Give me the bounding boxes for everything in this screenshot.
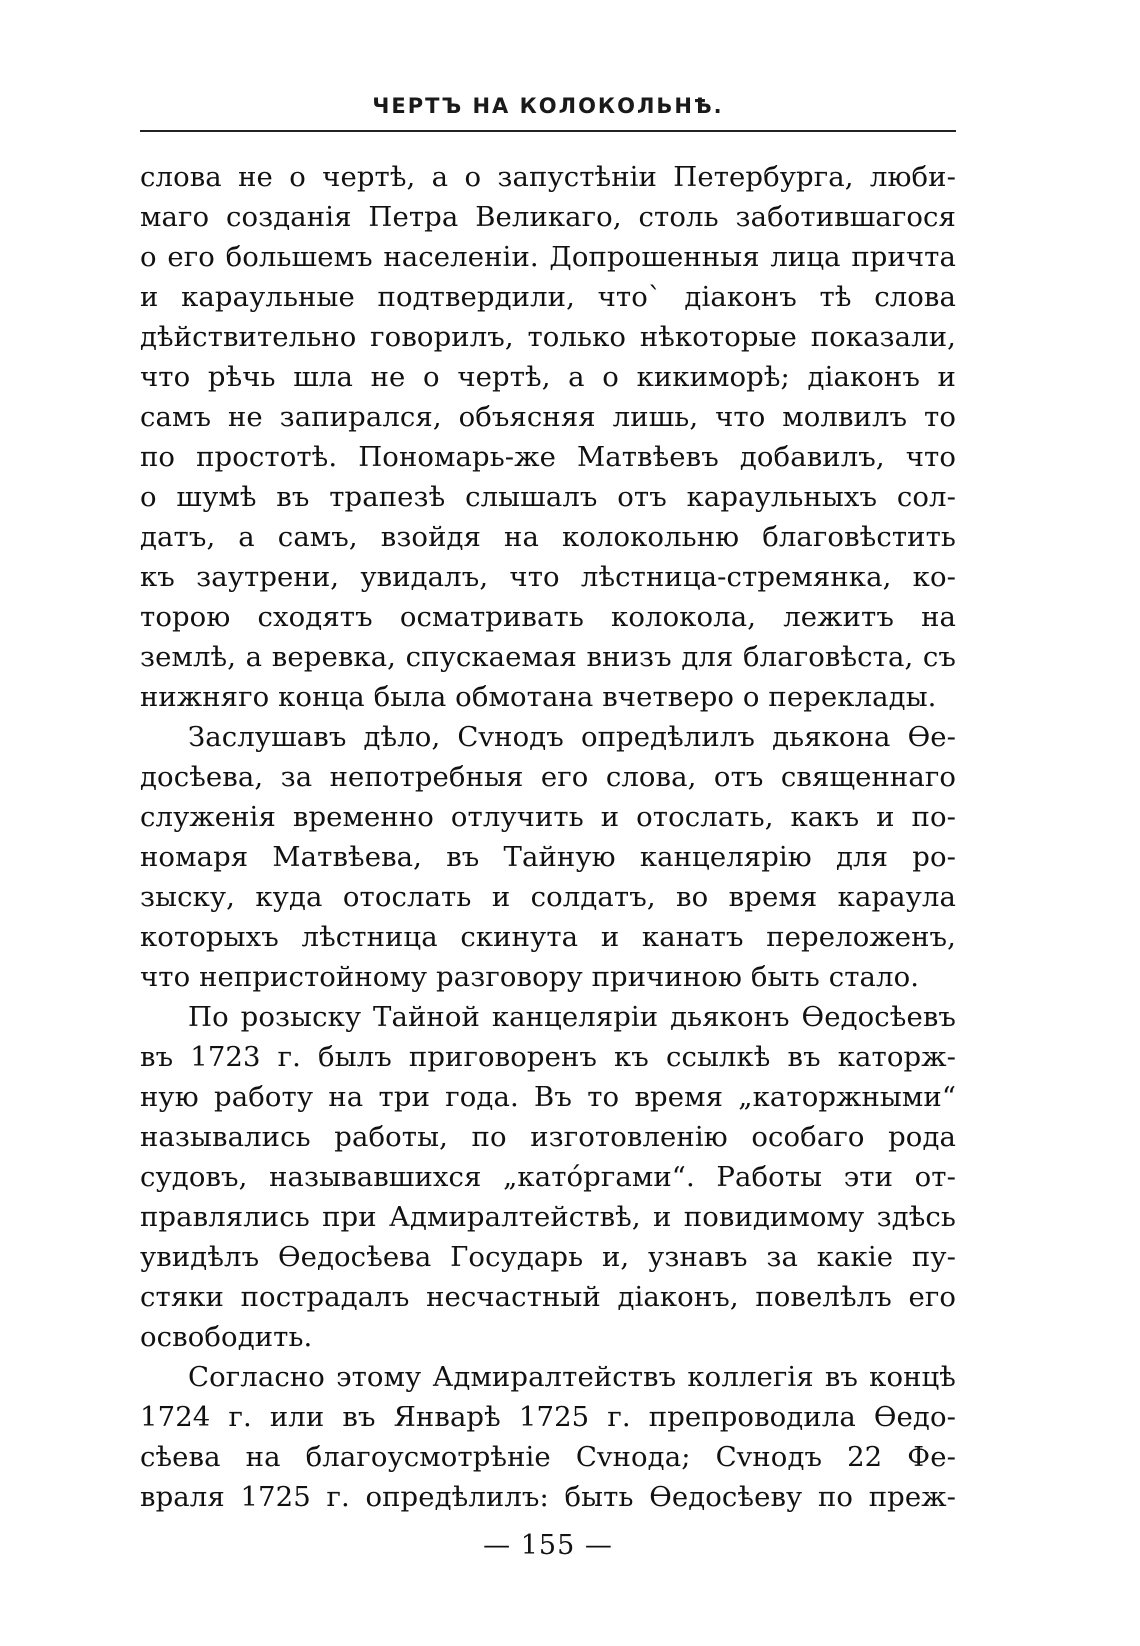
running-title: ЧЕРТЪ НА КОЛОКОЛЬНѢ. [372, 94, 724, 118]
text-line: по простотѣ. Пономарь-же Матвѣевъ добавилъ, что [140, 441, 956, 473]
text-line: стяки пострадалъ несчастный діаконъ, повелѣлъ его [140, 1281, 956, 1313]
paragraph-first-line: По розыску Тайной канцеляріи дьяконъ Ѳедосѣевъ [188, 1001, 956, 1033]
text-line: землѣ, а веревка, спускаемая внизъ для благовѣста, съ [140, 641, 956, 673]
body-text [140, 157, 956, 1517]
text-line: судовъ, называвшихся „катόргами“. Работы эти от- [140, 1161, 956, 1193]
text-line: торою сходятъ осматривать колокола, лежитъ на [140, 601, 956, 633]
text-line: зыску, куда отослать и солдатъ, во время караула [140, 881, 956, 913]
text-line: враля 1725 г. опредѣлилъ: быть Ѳедосѣеву по преж- [140, 1481, 956, 1513]
text-line: маго созданія Петра Великаго, столь заботившагося [140, 201, 956, 233]
text-line: служенія временно отлучить и отослать, какъ и по- [140, 801, 956, 833]
text-line: о его большемъ населеніи. Допрошенныя лица причта [140, 241, 956, 273]
text-line: увидѣлъ Ѳедосѣева Государь и, узнавъ за какіе пу- [140, 1241, 956, 1273]
header-rule [140, 130, 956, 132]
text-line: о шумѣ въ трапезѣ слышалъ отъ караульныхъ сол- [140, 481, 956, 513]
text-line: слова не о чертѣ, а о запустѣніи Петербурга, люби- [140, 161, 956, 193]
text-line: досѣева, за непотребныя его слова, отъ священнаго [140, 761, 956, 793]
text-line: правлялись при Адмиралтействѣ, и повидимому здѣсь [140, 1201, 956, 1233]
text-line: и караульные подтвердили, что` діаконъ тѣ слова [140, 281, 956, 313]
text-line: 1724 г. или въ Январѣ 1725 г. препроводила Ѳедо- [140, 1401, 956, 1433]
paragraph-first-line: Заслушавъ дѣло, Сvнодъ опредѣлилъ дьякона Ѳе- [188, 721, 956, 753]
text-line: что непристойному разговору причиною быть стало. [140, 961, 920, 993]
text-line: назывались работы, по изготовленію особаго рода [140, 1121, 956, 1153]
text-line: нижняго конца была обмотана вчетверо о переклады. [140, 681, 937, 713]
text-line: дѣйствительно говорилъ, только нѣкоторые показали, [140, 321, 956, 353]
text-line: номаря Матвѣева, въ Тайную канцелярію для ро- [140, 841, 956, 873]
text-line: самъ не запирался, объясняя лишь, что молвилъ то [140, 401, 956, 433]
text-line: освободить. [140, 1321, 313, 1353]
text-line: датъ, а самъ, взойдя на колокольню благовѣстить [140, 521, 956, 553]
paragraph-first-line: Согласно этому Адмиралтействъ коллегія въ концѣ [188, 1361, 956, 1393]
text-line: сѣева на благоусмотрѣніе Сvнода; Сvнодъ 22 Фе- [140, 1441, 956, 1473]
page-number: — 155 — [483, 1530, 613, 1561]
text-line: что рѣчь шла не о чертѣ, а о кикиморѣ; діаконъ и [140, 361, 956, 393]
text-line: къ заутрени, увидалъ, что лѣстница-стремянка, ко- [140, 561, 956, 593]
text-line: въ 1723 г. былъ приговоренъ къ ссылкѣ въ каторж- [140, 1041, 956, 1073]
text-line: которыхъ лѣстница скинута и канатъ переложенъ, [140, 921, 956, 953]
text-line: ную работу на три года. Въ то время „каторжными“ [140, 1081, 956, 1113]
